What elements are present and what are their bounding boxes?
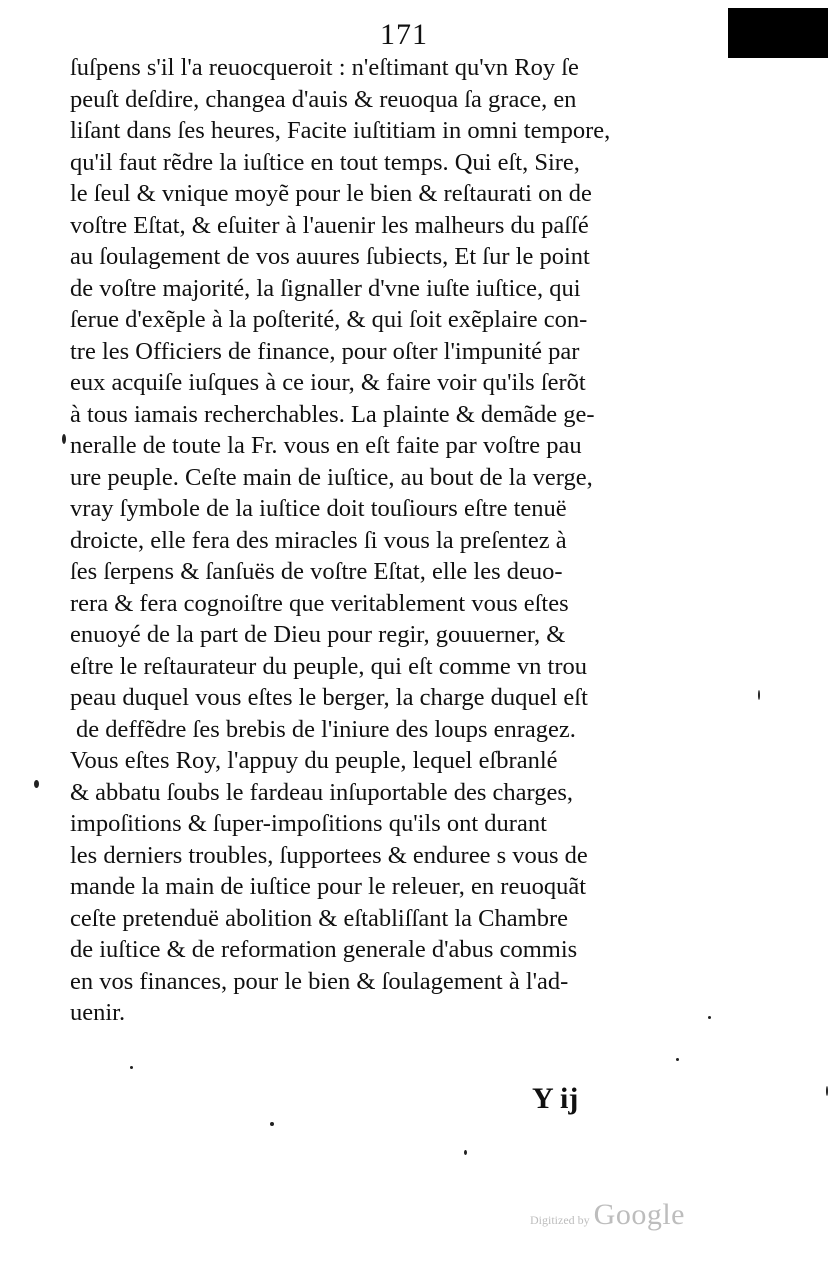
ink-speck xyxy=(464,1150,467,1155)
text-line: à tous iamais recherchables. La plainte & demãde ge- xyxy=(70,400,595,428)
ink-speck xyxy=(708,1016,711,1019)
text-line: tre les Officiers de finance, pour oſter l'impunité par xyxy=(70,337,580,365)
text-line: ſes ſerpens & ſanſuës de voſtre Eſtat, elle les deuo- xyxy=(70,558,563,585)
ink-speck xyxy=(130,1066,133,1069)
text-line: de deffẽdre ſes brebis de l'iniure des loups enragez. xyxy=(76,715,576,743)
text-line: ſerue d'exẽple à la poſterité, & qui ſoit exẽplaire con- xyxy=(70,306,588,333)
text-line: enuoyé de la part de Dieu pour regir, gouuerner, & xyxy=(70,621,566,648)
text-line: & abbatu ſoubs le fardeau inſuportable des charges, xyxy=(70,778,573,806)
digitized-watermark xyxy=(530,1198,685,1232)
text-line: neralle de toute la Fr. vous en eſt faite par voſtre pau xyxy=(70,432,582,459)
ink-speck xyxy=(676,1058,679,1061)
text-line: les derniers troubles, ſupportees & enduree s vous de xyxy=(70,841,588,869)
ink-speck xyxy=(758,690,760,700)
text-line: en vos finances, pour le bien & ſoulagement à l'ad- xyxy=(70,967,569,995)
text-line: impoſitions & ſuper-impoſitions qu'ils ont durant xyxy=(70,810,547,837)
ink-speck xyxy=(62,434,66,444)
watermark-prefix: Digitized by xyxy=(530,1213,590,1227)
text-line: peuſt deſdire, changea d'auis & reuoqua ſa grace, en xyxy=(70,85,577,113)
text-line: qu'il faut rẽdre la iuſtice en tout temps. Qui eſt, Sire, xyxy=(70,148,580,176)
text-line: ceſte pretenduë abolition & eſtabliſſant la Chambre xyxy=(70,904,568,932)
text-line: ſuſpens s'il l'a reuocqueroit : n'eſtimant qu'vn Roy ſe xyxy=(70,54,579,81)
ink-speck xyxy=(34,780,39,788)
text-line: vray ſymbole de la iuſtice doit touſiours eſtre tenuë xyxy=(70,495,567,522)
text-line: de voſtre majorité, la ſignaller d'vne iuſte iuſtice, qui xyxy=(70,274,581,302)
text-line: Vous eſtes Roy, l'appuy du peuple, lequel eſbranlé xyxy=(70,747,558,774)
text-line: liſant dans ſes heures, Facite iuſtitiam in omni tempore, xyxy=(70,117,611,144)
scan-corner-mark xyxy=(728,8,828,58)
text-line: peau duquel vous eſtes le berger, la charge duquel eſt xyxy=(70,684,588,711)
text-line: de iuſtice & de reformation generale d'abus commis xyxy=(70,936,578,963)
text-line: droicte, elle fera des miracles ſi vous la preſentez à xyxy=(70,526,567,554)
google-logo: Google xyxy=(593,1198,685,1231)
text-line: mande la main de iuſtice pour le releuer, en reuoquãt xyxy=(70,873,587,900)
text-line: ure peuple. Ceſte main de iuſtice, au bout de la verge, xyxy=(70,463,593,491)
ink-speck xyxy=(826,1086,828,1096)
text-line: voſtre Eſtat, & eſuiter à l'auenir les malheurs du paſſé xyxy=(70,211,589,239)
text-line: uenir. xyxy=(70,999,126,1026)
page-number: 171 xyxy=(380,18,428,51)
text-line: eux acquiſe iuſques à ce iour, & faire voir qu'ils ſerõt xyxy=(70,369,586,396)
signature-mark: Y ij xyxy=(532,1082,579,1115)
ink-speck xyxy=(270,1122,274,1126)
text-line: rera & fera cognoiſtre que veritablement vous eſtes xyxy=(70,589,569,617)
text-line: le ſeul & vnique moyẽ pour le bien & reſtaurati on de xyxy=(70,180,592,207)
body-text xyxy=(70,52,720,1029)
text-line: eſtre le reſtaurateur du peuple, qui eſt comme vn trou xyxy=(70,652,588,680)
text-line: au ſoulagement de vos auures ſubiects, Et ſur le point xyxy=(70,243,590,270)
